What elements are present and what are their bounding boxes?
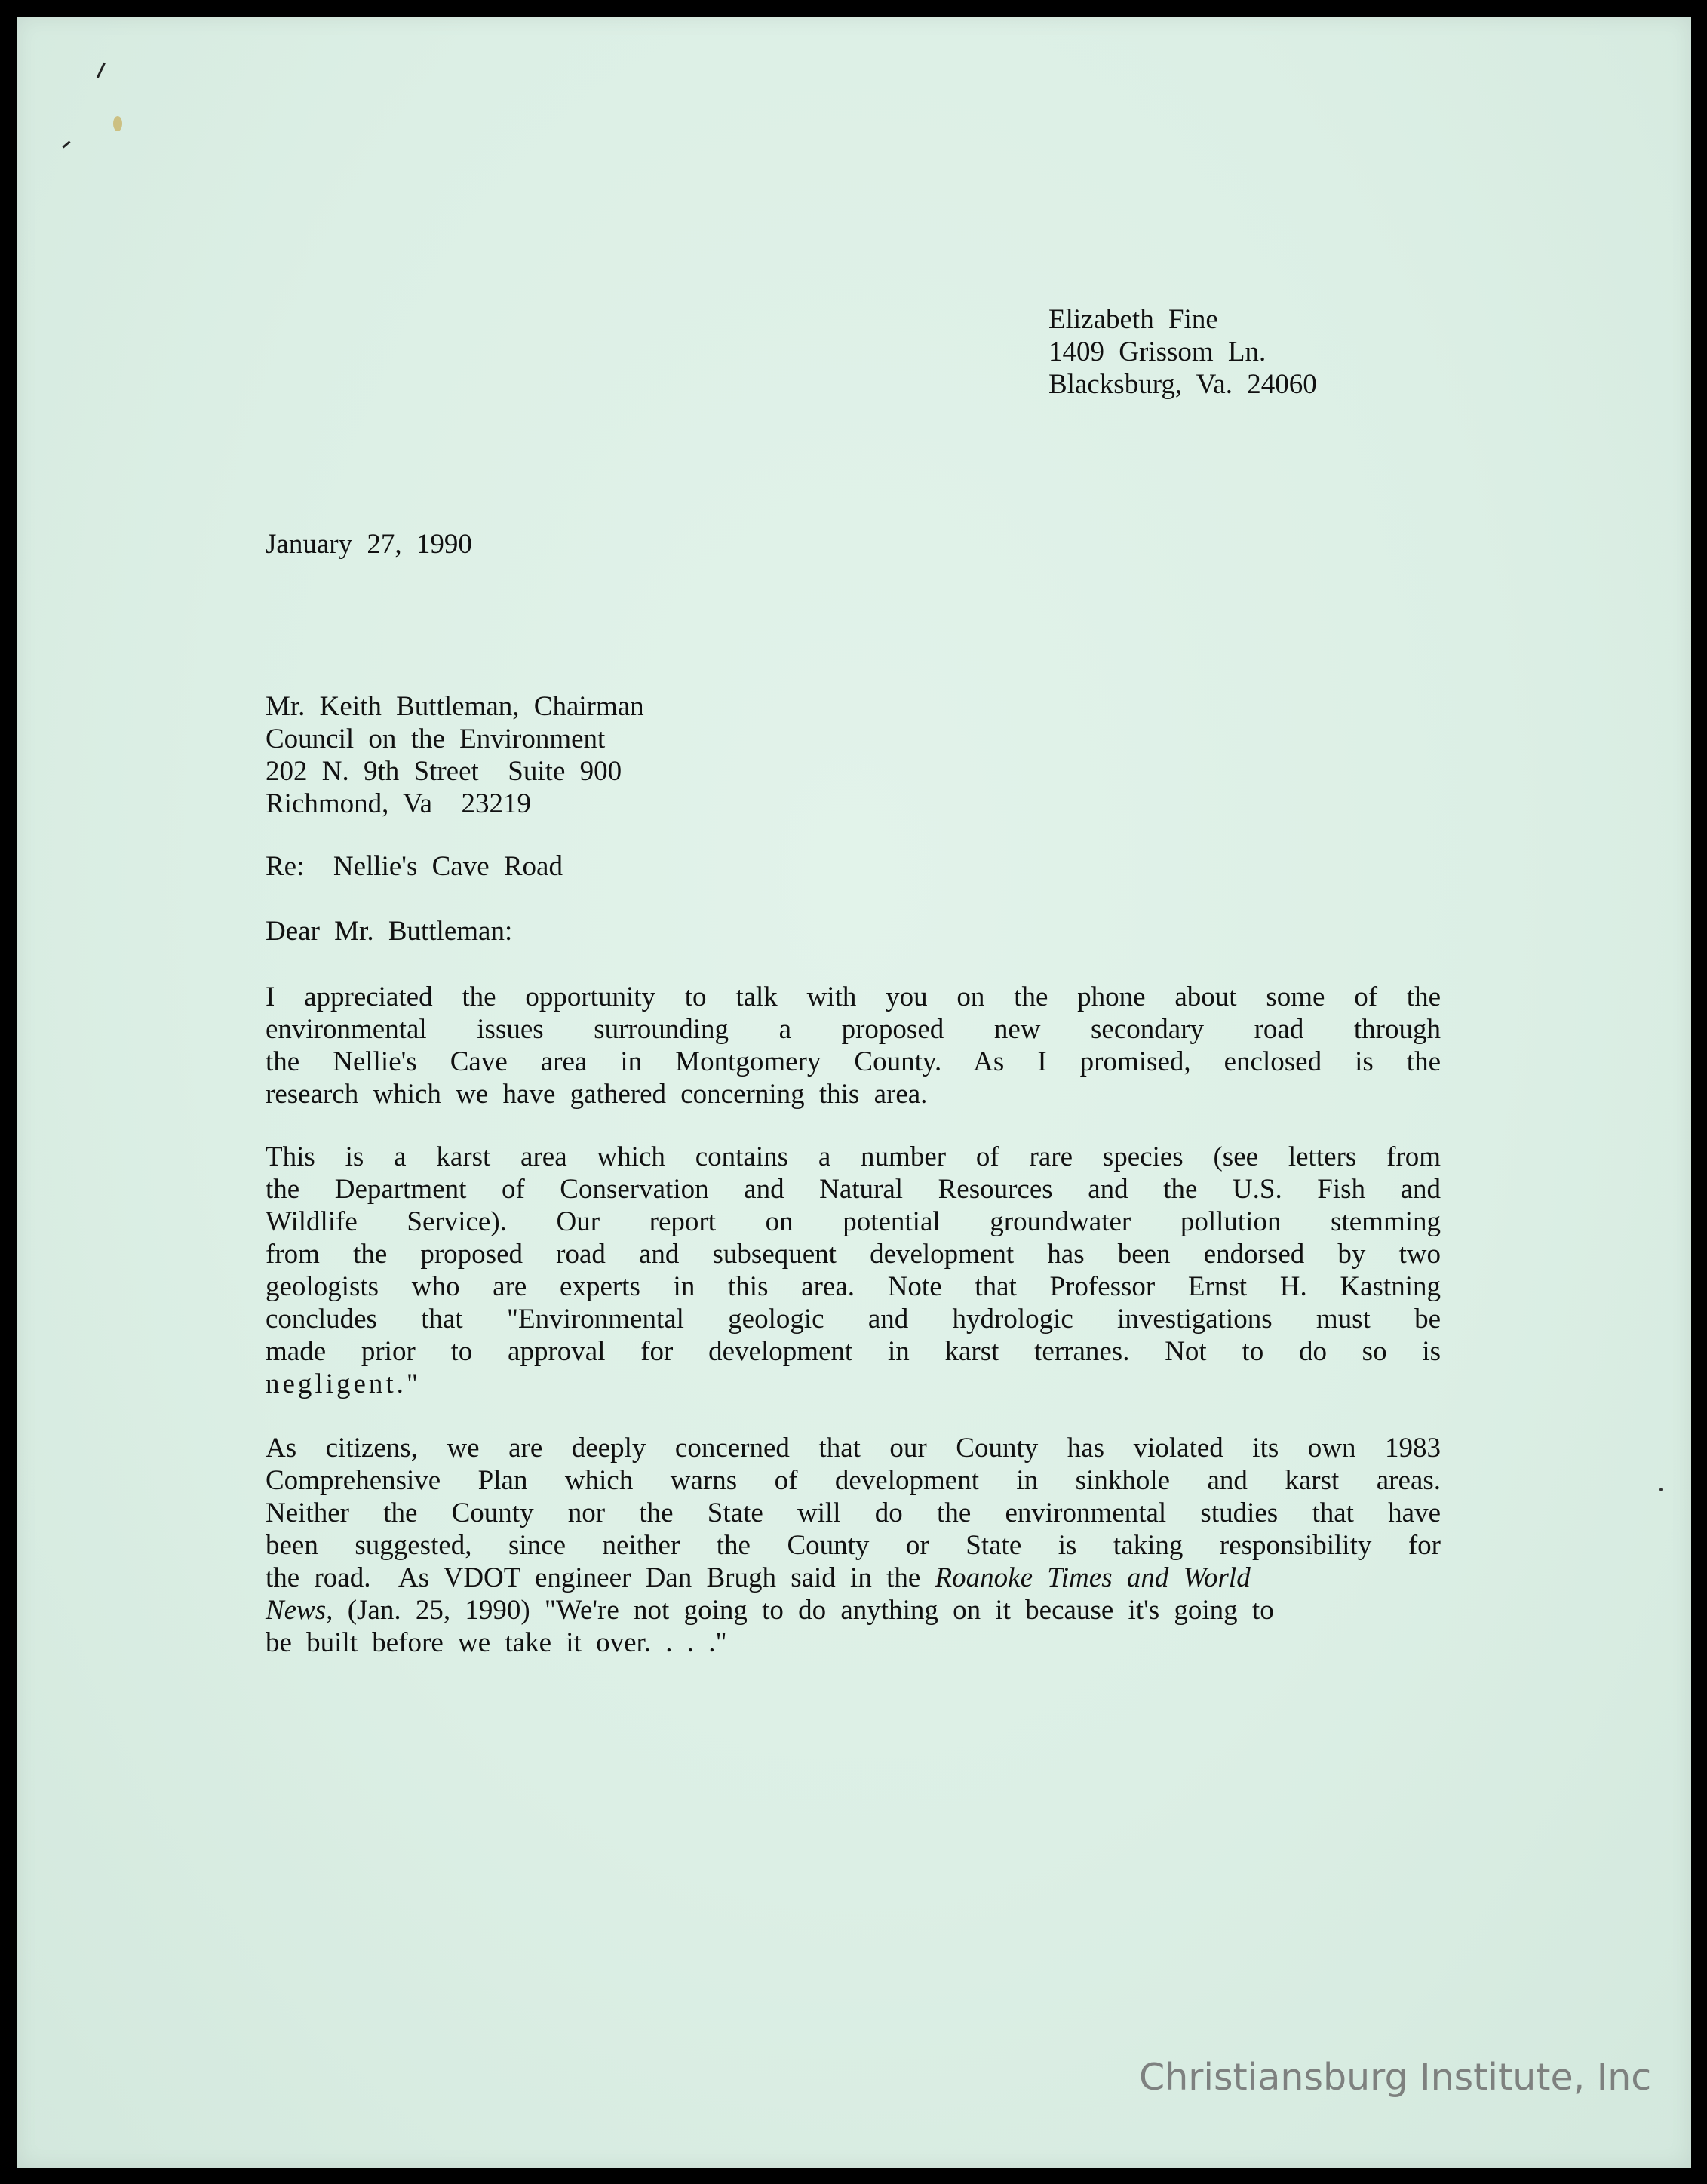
paragraph-line: the Department of Conservation and Natural Resources and the U.S. Fish and — [266, 1174, 1441, 1205]
sender-street: 1409 Grissom Ln. — [1048, 336, 1266, 367]
stain-mark — [113, 116, 122, 131]
paragraph-line: be built before we take it over. . . ." — [266, 1627, 727, 1658]
recipient-city: Richmond, Va 23219 — [266, 788, 532, 819]
paragraph-line: the Nellie's Cave area in Montgomery County. As I promised, enclosed is the — [266, 1046, 1441, 1077]
recipient-address — [266, 690, 644, 820]
newspaper-title: Roanoke Times and World — [935, 1562, 1251, 1593]
paragraph-line: Comprehensive Plan which warns of development in sinkhole and karst areas. — [266, 1465, 1441, 1496]
paragraph-line: I appreciated the opportunity to talk with you on the phone about some of the — [266, 981, 1441, 1012]
paragraph-line: concludes that "Environmental geologic and hydrologic investigations must be — [266, 1304, 1441, 1335]
paragraph-text: the road. As VDOT engineer Dan Brugh said in the — [266, 1562, 935, 1593]
watermark: Christiansburg Institute, Inc — [1139, 2056, 1652, 2099]
paragraph-line: As citizens, we are deeply concerned that our County has violated its own 1983 — [266, 1433, 1441, 1464]
paragraph-line: This is a karst area which contains a number of rare species (see letters from — [266, 1141, 1441, 1172]
letter-date: January 27, 1990 — [266, 529, 472, 560]
pen-mark — [97, 63, 111, 81]
paragraph-line: negligent." — [266, 1368, 422, 1399]
sender-city: Blacksburg, Va. 24060 — [1048, 369, 1317, 400]
paragraph-line: been suggested, since neither the County or State is taking responsibility for — [266, 1530, 1441, 1561]
body-paragraph-1 — [266, 981, 1441, 1110]
recipient-street: 202 N. 9th Street Suite 900 — [266, 756, 622, 787]
paragraph-line: research which we have gathered concerning this area. — [266, 1079, 928, 1110]
body-paragraph-2 — [266, 1141, 1441, 1400]
paragraph-line: from the proposed road and subsequent development has been endorsed by two — [266, 1239, 1441, 1270]
recipient-organization: Council on the Environment — [266, 723, 606, 754]
paragraph-line: Neither the County nor the State will do the environmental studies that have — [266, 1497, 1441, 1528]
pen-mark — [62, 140, 70, 148]
paragraph-line: environmental issues surrounding a proposed new secondary road through — [266, 1014, 1441, 1045]
dot-mark — [1659, 1488, 1663, 1491]
salutation: Dear Mr. Buttleman: — [266, 916, 513, 947]
paragraph-line: geologists who are experts in this area. Note that Professor Ernst H. Kastning — [266, 1271, 1441, 1302]
newspaper-title-continued: News, — [266, 1595, 333, 1626]
paragraph-text: (Jan. 25, 1990) "We're not going to do anything on it because it's going to — [333, 1595, 1274, 1626]
body-paragraph-3 — [266, 1432, 1441, 1659]
paragraph-line — [266, 1594, 1441, 1626]
subject-line: Re: Nellie's Cave Road — [266, 851, 563, 882]
sender-address — [1048, 303, 1317, 401]
recipient-name: Mr. Keith Buttleman, Chairman — [266, 691, 644, 722]
paragraph-line — [266, 1562, 1441, 1594]
paragraph-line: made prior to approval for development in karst terranes. Not to do so is — [266, 1336, 1441, 1367]
paragraph-line: Wildlife Service). Our report on potential groundwater pollution stemming — [266, 1206, 1441, 1237]
sender-name: Elizabeth Fine — [1048, 304, 1218, 335]
